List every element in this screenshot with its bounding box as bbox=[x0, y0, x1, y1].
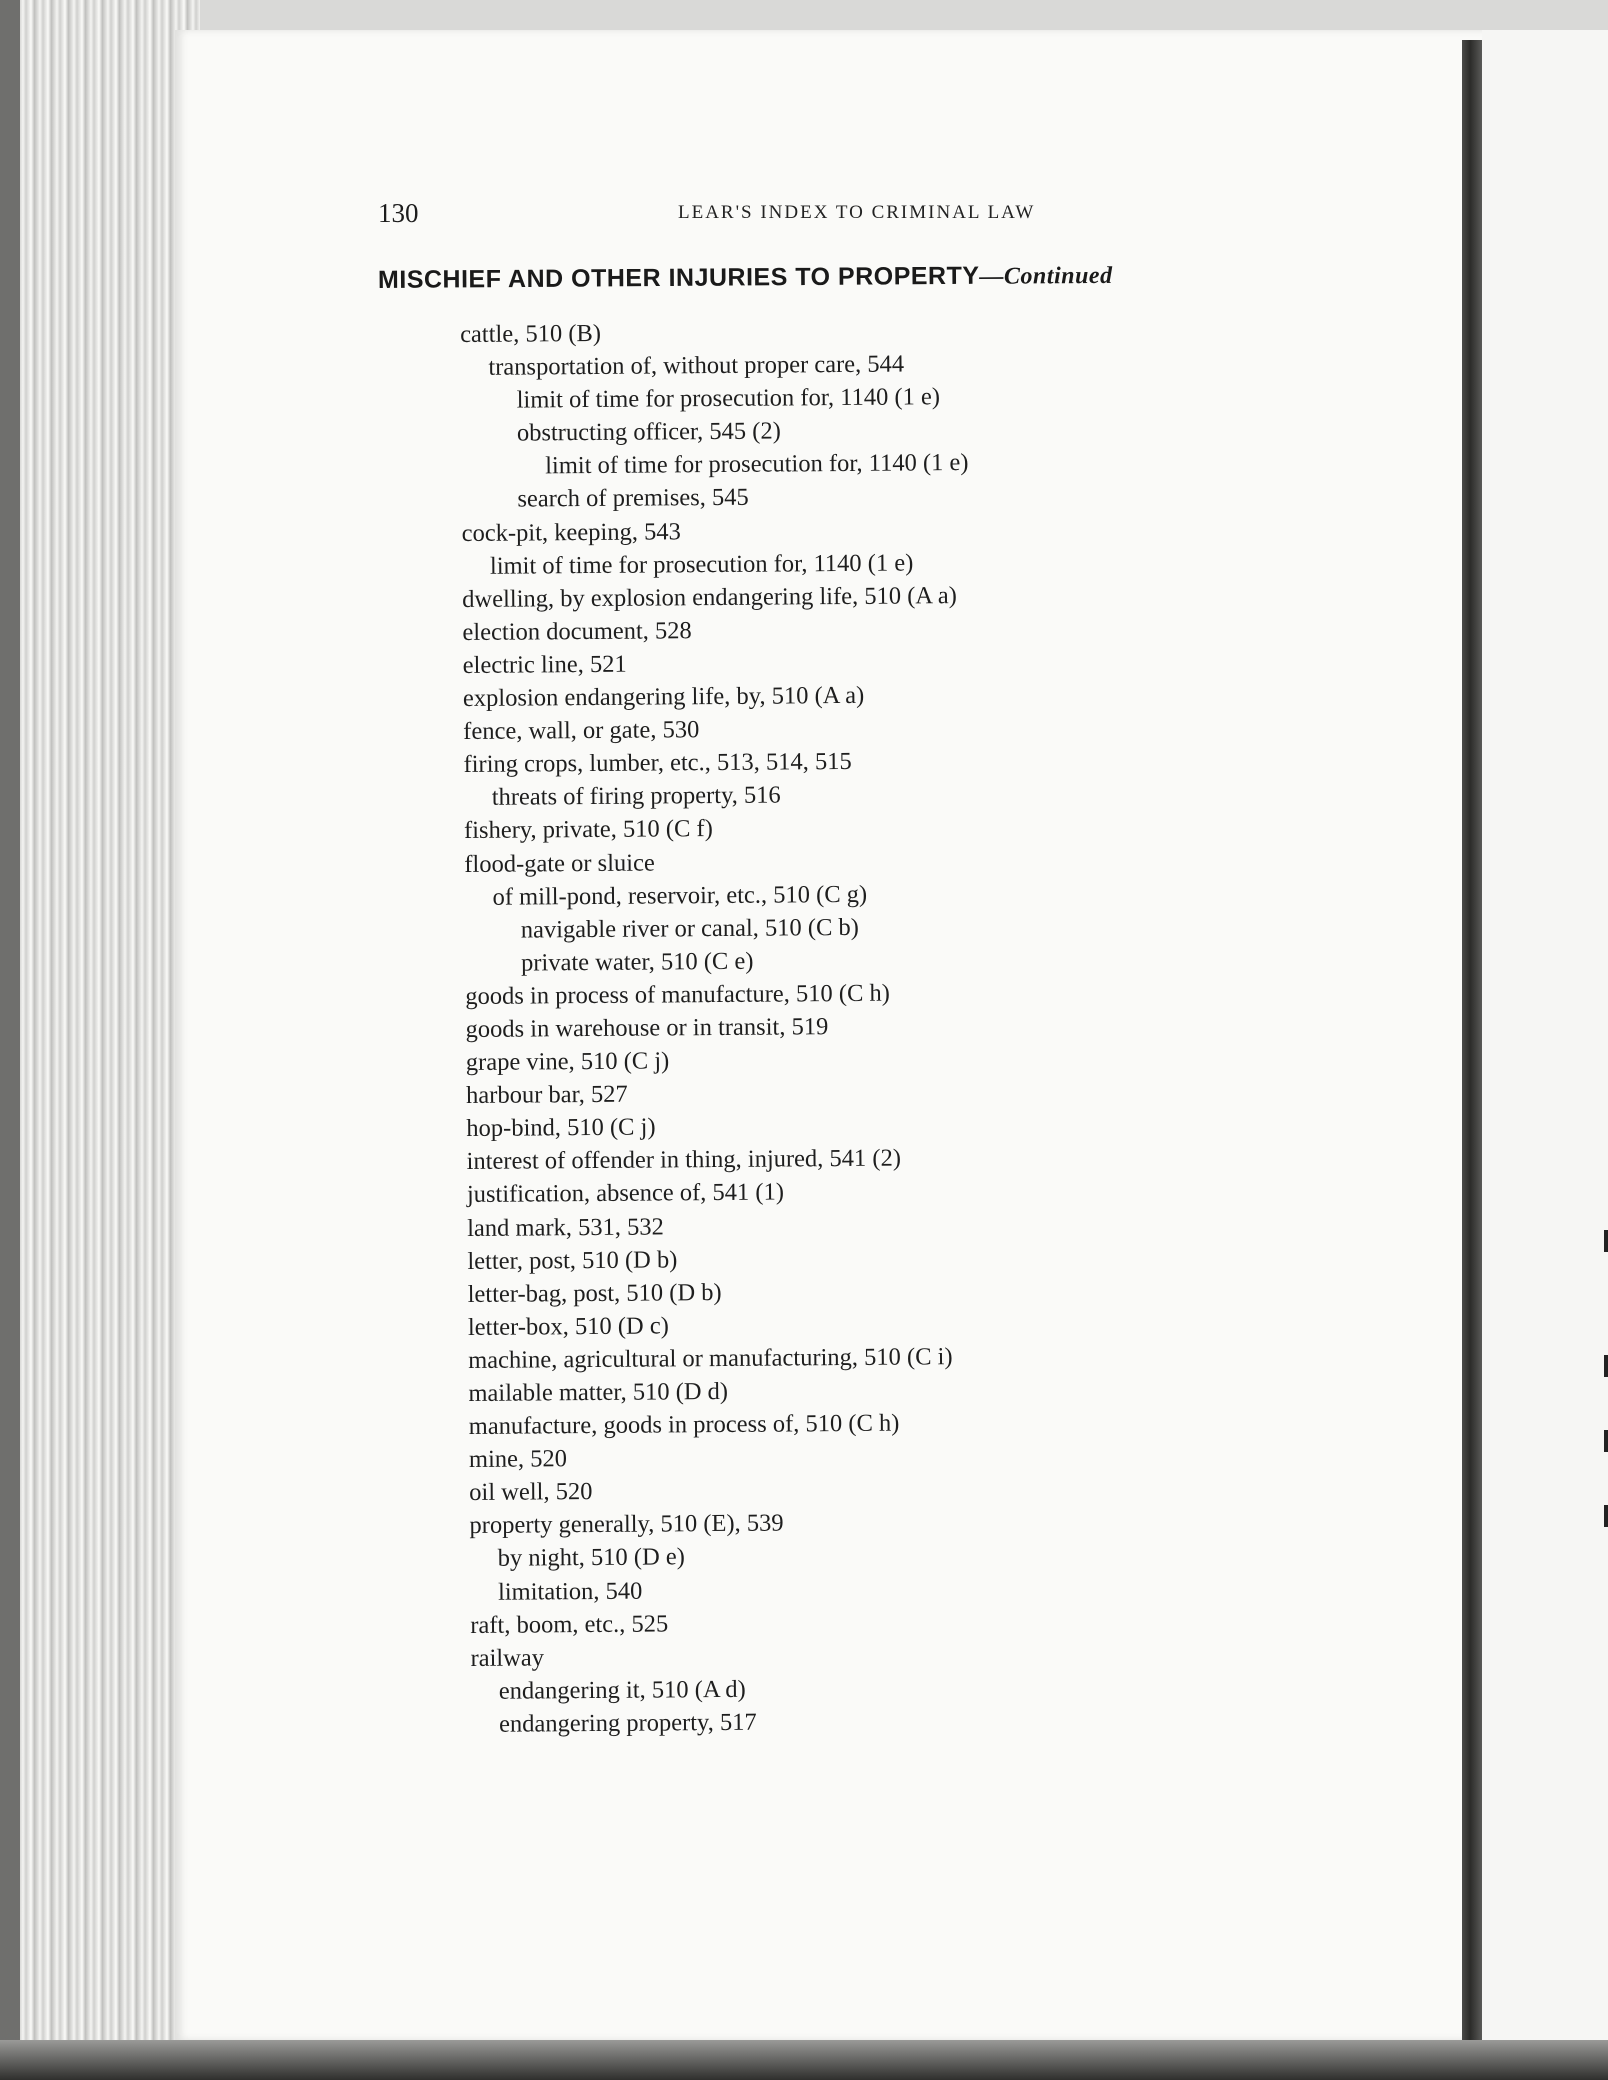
running-head bbox=[378, 198, 1078, 234]
index-entry: transportation of, without proper care, 544 bbox=[488, 350, 905, 381]
index-entry: firing crops, lumber, etc., 513, 514, 515 bbox=[463, 748, 852, 779]
index-entry: justification, absence of, 541 (1) bbox=[466, 1178, 785, 1209]
index-entry: grape vine, 510 (C j) bbox=[465, 1047, 670, 1077]
index-entry: manufacture, goods in process of, 510 (C h) bbox=[468, 1409, 900, 1441]
index-entry: limitation, 540 bbox=[497, 1577, 643, 1606]
index-entry: of mill-pond, reservoir, etc., 510 (C g) bbox=[492, 880, 868, 911]
index-entry: dwelling, by explosion endangering life, 510 (A a) bbox=[462, 581, 957, 613]
index-entry: electric line, 521 bbox=[462, 650, 627, 679]
index-entry: raft, boom, etc., 525 bbox=[470, 1610, 669, 1639]
index-entry: interest of offender in thing, injured, 541 (2) bbox=[466, 1144, 902, 1176]
index-entry: search of premises, 545 bbox=[517, 484, 749, 514]
facing-page-letter-fragment bbox=[1604, 1430, 1608, 1452]
index-entry: limit of time for prosecution for, 1140 (1 e) bbox=[516, 383, 941, 414]
index-entry: election document, 528 bbox=[462, 617, 692, 646]
continued-label: —Continued bbox=[979, 262, 1113, 290]
index-entry: mine, 520 bbox=[468, 1445, 568, 1474]
section-title: MISCHIEF AND OTHER INJURIES TO PROPERTY bbox=[377, 261, 980, 294]
index-entry: private water, 510 (C e) bbox=[520, 947, 754, 977]
index-entry: by night, 510 (D e) bbox=[497, 1543, 685, 1573]
index-entry: goods in warehouse or in transit, 519 bbox=[465, 1013, 829, 1043]
index-entries bbox=[460, 310, 1431, 1741]
index-entry: endangering property, 517 bbox=[498, 1708, 757, 1738]
index-entry: mailable matter, 510 (D d) bbox=[468, 1377, 729, 1407]
index-entry: railway bbox=[470, 1644, 545, 1672]
page-number: 130 bbox=[378, 198, 419, 228]
index-entry: navigable river or canal, 510 (C b) bbox=[520, 913, 860, 944]
facing-page-letter-fragment bbox=[1604, 1230, 1608, 1252]
index-entry: obstructing officer, 545 (2) bbox=[516, 417, 781, 447]
index-entry: threats of firing property, 516 bbox=[491, 781, 781, 812]
index-entry: oil well, 520 bbox=[469, 1478, 593, 1507]
index-entry: limit of time for prosecution for, 1140 (1 e) bbox=[545, 449, 969, 480]
book-title: LEAR'S INDEX TO CRIMINAL LAW bbox=[678, 202, 1036, 223]
facing-page-edge bbox=[1482, 30, 1608, 2040]
index-entry: explosion endangering life, by, 510 (A a) bbox=[462, 681, 865, 713]
index-entry: machine, agricultural or manufacturing, 510 (C i) bbox=[468, 1343, 953, 1374]
index-entry: letter-bag, post, 510 (D b) bbox=[467, 1278, 722, 1308]
index-entry: cock-pit, keeping, 543 bbox=[461, 517, 681, 547]
index-entry: fishery, private, 510 (C f) bbox=[463, 815, 713, 845]
section-heading bbox=[378, 261, 1113, 295]
index-entry: goods in process of manufacture, 510 (C h) bbox=[465, 979, 890, 1010]
index-entry: limit of time for prosecution for, 1140 (1 e) bbox=[489, 549, 914, 580]
index-entry: letter, post, 510 (D b) bbox=[467, 1245, 678, 1275]
index-entry: property generally, 510 (E), 539 bbox=[469, 1509, 784, 1540]
facing-page-letter-fragment bbox=[1604, 1505, 1608, 1527]
index-entry: letter-box, 510 (D c) bbox=[467, 1312, 669, 1341]
index-entry: flood-gate or sluice bbox=[464, 848, 655, 878]
index-entry: hop-bind, 510 (C j) bbox=[466, 1113, 656, 1143]
index-entry: land mark, 531, 532 bbox=[467, 1212, 664, 1242]
index-entry: fence, wall, or gate, 530 bbox=[463, 716, 700, 746]
book-gutter bbox=[1462, 40, 1482, 2050]
book-page-edges bbox=[0, 0, 200, 2080]
book-bottom-edge bbox=[0, 2040, 1608, 2080]
facing-page-letter-fragment bbox=[1604, 1355, 1608, 1377]
index-entry: endangering it, 510 (A d) bbox=[498, 1675, 746, 1705]
index-entry: cattle, 510 (B) bbox=[460, 319, 602, 348]
index-entry: harbour bar, 527 bbox=[466, 1080, 628, 1110]
